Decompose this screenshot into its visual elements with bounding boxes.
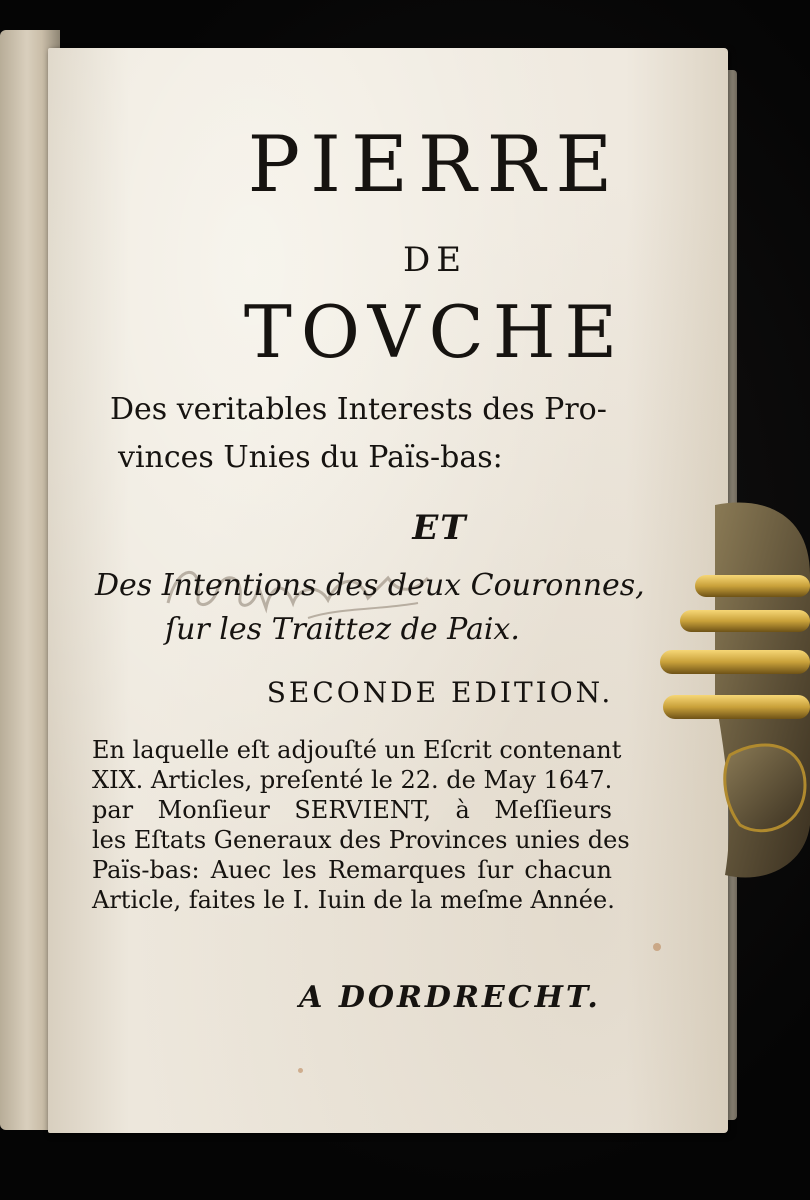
italic-line-1: Des Intentions des deux Couronnes, bbox=[95, 568, 645, 603]
brass-hand-clip bbox=[655, 495, 810, 885]
subtitle-line-2: vinces Unies du Païs-bas: bbox=[118, 440, 503, 475]
subtitle-line-1: Des veritables Interests des Pro- bbox=[110, 392, 607, 427]
italic-line-2: ſur les Traittez de Paix. bbox=[165, 612, 520, 647]
edition-line: SECONDE EDITION. bbox=[266, 676, 614, 709]
body-line: les Eſtats Generaux des Provinces unies des bbox=[92, 826, 630, 854]
imprint-line: A DORDRECHT. bbox=[299, 980, 601, 1015]
body-paragraph bbox=[92, 735, 630, 915]
conjunction-et: ET bbox=[412, 508, 468, 548]
title-line-2: DE bbox=[402, 240, 468, 280]
body-line: Article, faites le I. Iuin de la meſme Année. bbox=[92, 886, 615, 914]
foxing-spot bbox=[653, 943, 661, 951]
body-line: XIX. Articles, preſenté le 22. de May 1647. bbox=[92, 766, 613, 794]
body-line: En laquelle eſt adjouſté un Eſcrit contenant bbox=[92, 736, 622, 764]
foxing-spot bbox=[298, 1068, 303, 1073]
title-line-1: PIERRE bbox=[247, 120, 623, 210]
body-line: Païs-bas: Auec les Remarques ſur chacun bbox=[92, 856, 612, 884]
title-line-3: TOVCHE bbox=[243, 290, 627, 374]
body-line: par Monſieur SERVIENT, à Meſſieurs bbox=[92, 796, 612, 824]
